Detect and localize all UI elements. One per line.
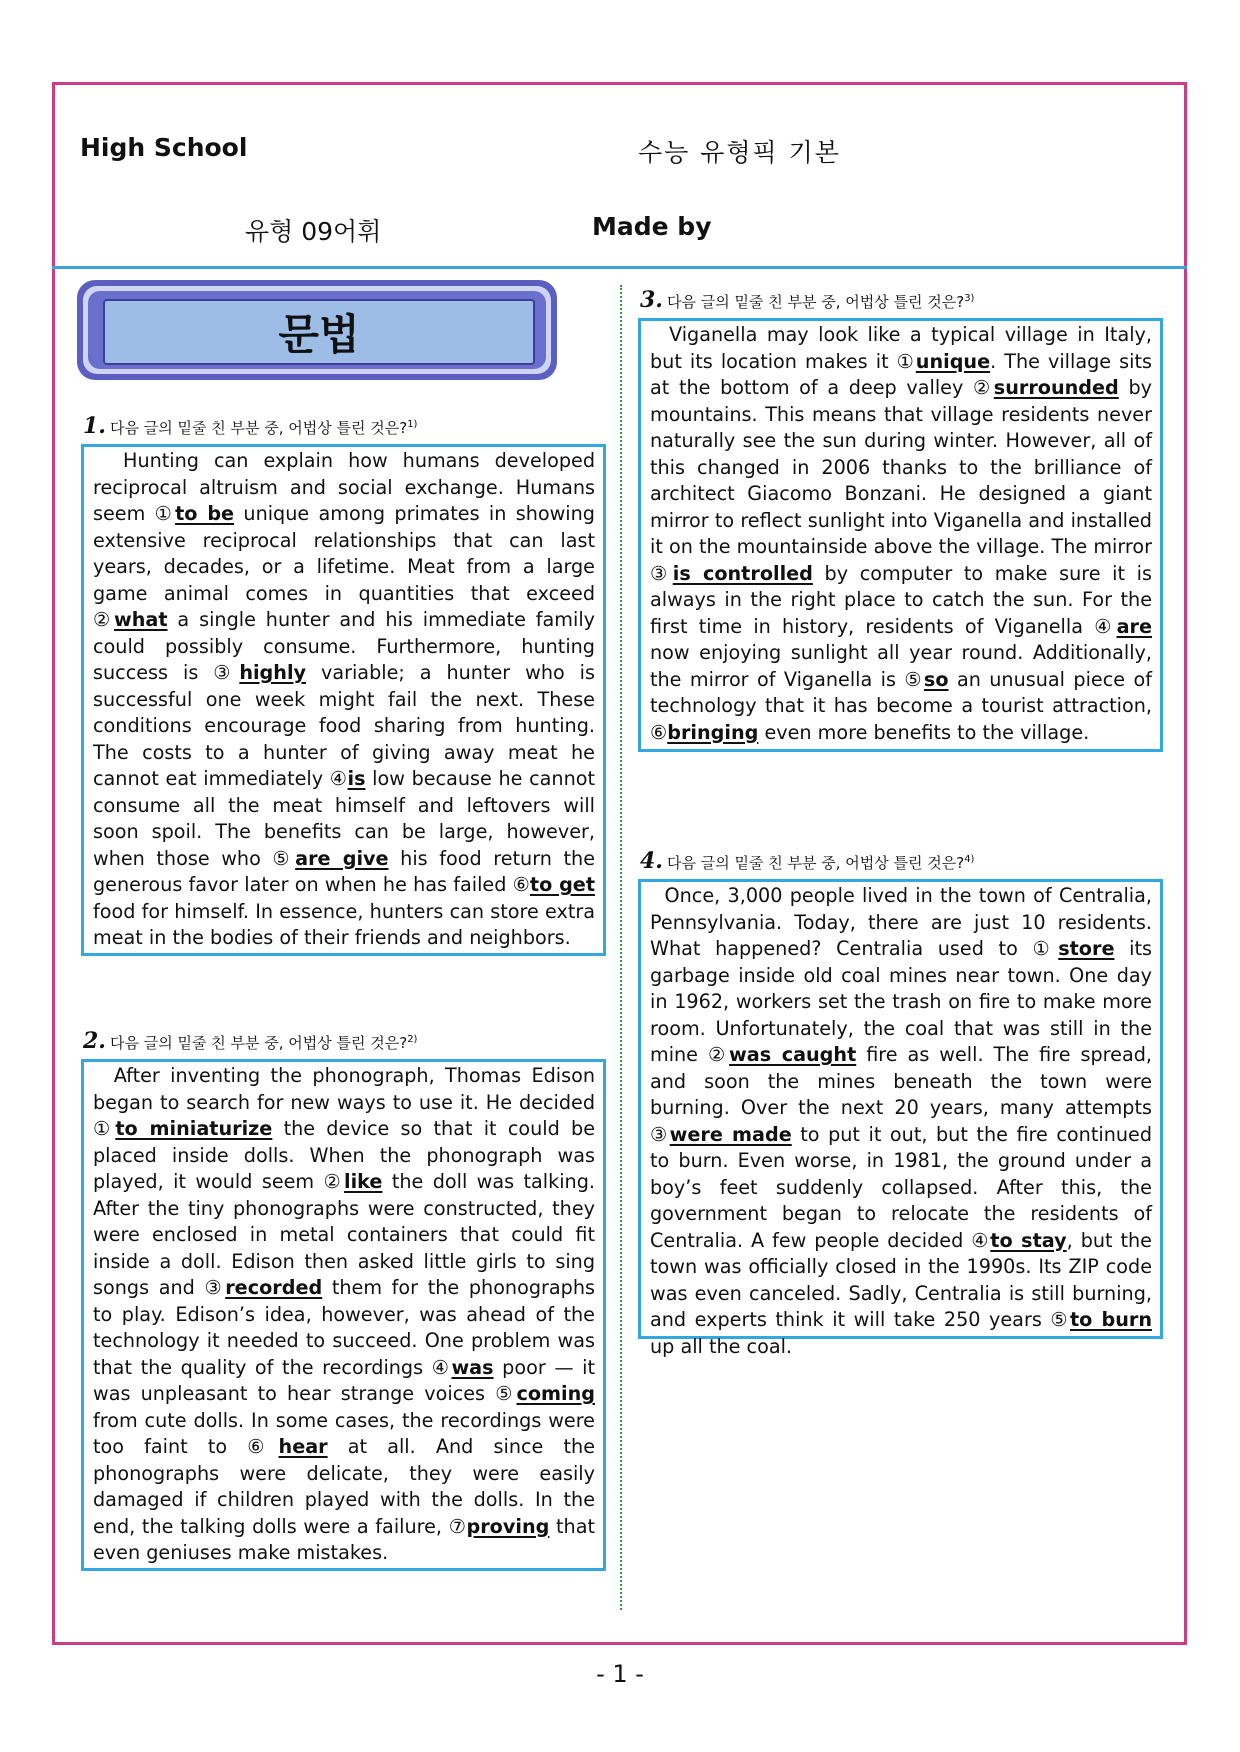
school-label: High School: [80, 133, 248, 162]
underlined-choice: to stay: [990, 1228, 1067, 1252]
underlined-choice: bringing: [667, 720, 759, 744]
section-title: 문법: [103, 299, 535, 365]
underlined-choice: to miniaturize: [115, 1117, 273, 1140]
underlined-choice: recorded: [225, 1276, 323, 1299]
passage-text: at all. And since the phonographs were delicate, they were easily damaged if children played with the dolls. In the end, the talking dolls were a failure, ⑦: [93, 1435, 596, 1538]
underlined-choice: to burn: [1070, 1308, 1152, 1331]
underlined-choice: are give: [295, 846, 389, 870]
passage-text: up all the coal.: [650, 1334, 793, 1358]
passage-text: that even geniuses make mistakes.: [93, 1514, 595, 1564]
underlined-choice: surrounded: [993, 376, 1119, 399]
question-passage: [81, 1059, 606, 1571]
passage-text: unique among primates in showing extensive reciprocal relationships that can last years, decades, or a lifetime. Meat from a large game animal comes in quantities that exceed ②: [93, 502, 595, 631]
question-passage: [81, 444, 606, 956]
passage-text: Once, 3,000 people lived in the town of Centralia, Pennsylvania. Today, there are just 10 residents. What happened? Centralia used to ①: [650, 884, 1152, 960]
question-title: 3. 다음 글의 밑줄 친 부분 중, 어법상 틀린 것은?$^{3)}$: [640, 287, 975, 313]
passage-text: his food return the generous favor later on when he has failed ⑥: [93, 846, 595, 896]
passage-text: food for himself. In essence, hunters can store extra meat in the bodies of their friends and neighbors.: [93, 899, 595, 949]
passage-text: the device so that it could be placed inside dolls. When the phonograph was played, it would seem ②: [93, 1117, 595, 1193]
underlined-choice: store: [1058, 937, 1115, 960]
passage-text: . The village sits at the bottom of a deep valley ②: [650, 349, 1152, 399]
header-divider: [52, 266, 1187, 269]
passage-text: to put it out, but the fire continued to burn. Even worse, in 1981, the ground under a boy’s feet suddenly collapsed. After this, the government began to relocate the residents of Centralia. A few people decided ④: [650, 1122, 1152, 1252]
passage-text: fire as well. The fire spread, and soon the mines beneath the town were burning. Over the next 20 years, many attempts ③: [650, 1043, 1152, 1146]
passage-text: a single hunter and his immediate family could possibly consume. Furthermore, hunting success is ③: [93, 608, 595, 684]
question-title: 2. 다음 글의 밑줄 친 부분 중, 어법상 틀린 것은?$^{2)}$: [83, 1028, 418, 1054]
underlined-choice: were made: [669, 1122, 792, 1146]
underlined-choice: was: [451, 1355, 494, 1379]
underlined-choice: is controlled: [672, 561, 813, 585]
column-divider: [620, 285, 622, 1610]
underlined-choice: so: [923, 667, 949, 691]
passage-text: even more benefits to the village.: [758, 720, 1090, 744]
passage-text: After inventing the phonograph, Thomas Edison began to search for new ways to use it. He decided ①: [93, 1064, 595, 1140]
underlined-choice: hear: [278, 1435, 328, 1458]
passage-text: variable; a hunter who is successful one week might fail the next. These conditions encourage food sharing from hunting. The costs to a hunter of giving away meat he cannot eat immediately ④: [93, 661, 595, 790]
underlined-choice: what: [114, 608, 168, 631]
underlined-choice: was caught: [729, 1043, 857, 1066]
passage-text: Hunting can explain how humans developed reciprocal altruism and social exchange. Humans seem ①: [93, 449, 595, 525]
underlined-choice: to get: [529, 873, 595, 896]
passage-text: an unusual piece of technology that it has become a tourist attraction, ⑥: [650, 667, 1152, 744]
passage-text: by computer to make sure it is always in the right place to catch the sun. For the first time in history, residents of Viganella ④: [650, 561, 1152, 638]
subject-label: 수능 유형픽 기본: [638, 138, 841, 167]
passage-text: poor — it was unpleasant to hear strange voices ⑤: [93, 1355, 595, 1405]
underlined-choice: unique: [915, 349, 991, 373]
underlined-choice: to be: [175, 502, 235, 525]
passage-text: now enjoying sunlight all year round. Additionally, the mirror of Viganella is ⑤: [650, 641, 1152, 691]
underlined-choice: are: [1116, 614, 1152, 638]
passage-text: its garbage inside old coal mines near town. One day in 1962, workers set the trash on fire to make more room. Unfortunately, the coal that was still in the mine ②: [650, 937, 1152, 1066]
passage-text: Viganella may look like a typical village in Italy, but its location makes it ①: [650, 323, 1152, 373]
passage-text: them for the phonographs to play. Edison’s idea, however, was ahead of the technology it needed to succeed. One problem was that the quality of the recordings ④: [93, 1276, 595, 1379]
passage-text: low because he cannot consume all the meat himself and leftovers will soon spoil. The benefits can be large, however, when those who ⑤: [93, 767, 595, 870]
question-passage: [638, 879, 1163, 1358]
type-label: 유형 09어휘: [245, 217, 382, 246]
underlined-choice: highly: [239, 661, 307, 684]
underlined-choice: is: [347, 767, 366, 790]
underlined-choice: coming: [516, 1382, 595, 1405]
passage-text: from cute dolls. In some cases, the recordings were too faint to ⑥: [93, 1408, 595, 1458]
question-passage: [638, 318, 1163, 752]
question-title: 1. 다음 글의 밑줄 친 부분 중, 어법상 틀린 것은?$^{1)}$: [83, 413, 418, 439]
underlined-choice: like: [344, 1170, 383, 1193]
passage-text: by mountains. This means that village residents never naturally see the sun during winter. However, all of this changed in 2006 thanks to the brilliance of architect Giacomo Bonzani. He designed a giant mirror to reflect sunlight into Viganella and installed it on the mountainside above the village. The mirror ③: [650, 376, 1153, 585]
passage-text: the doll was talking. After the tiny phonographs were constructed, they were enclosed in metal containers that could fit inside a doll. Edison then asked little girls to sing songs and ③: [93, 1170, 595, 1299]
page-number: - 1 -: [596, 1660, 644, 1688]
passage-text: , but the town was officially closed in the 1990s. Its ZIP code was even canceled. Sadly, Centralia is still burning, and experts think it will take 250 years ⑤: [650, 1228, 1152, 1331]
underlined-choice: proving: [466, 1514, 550, 1538]
made-by-label: Made by: [592, 212, 712, 241]
question-title: 4. 다음 글의 밑줄 친 부분 중, 어법상 틀린 것은?$^{4)}$: [640, 848, 975, 874]
